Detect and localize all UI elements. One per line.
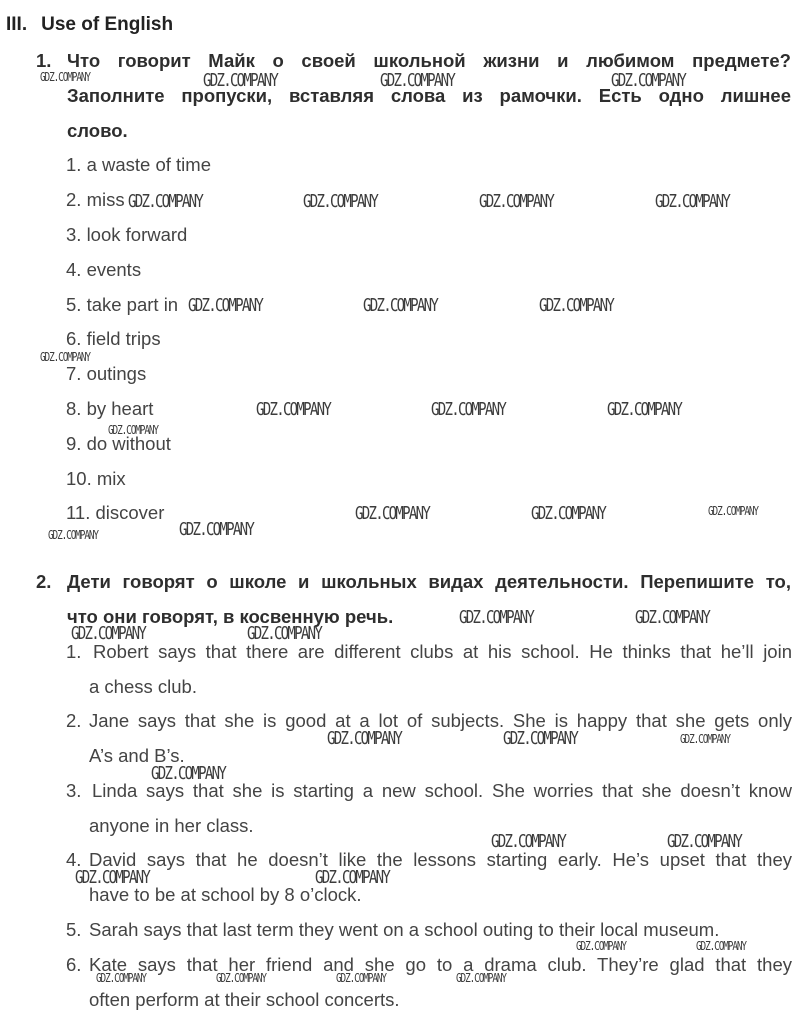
- watermark: GDZ.COMPANY: [336, 971, 386, 985]
- section-heading: [6, 14, 173, 36]
- watermark: GDZ.COMPANY: [696, 939, 746, 953]
- word-box-item: 7. outings: [66, 363, 147, 384]
- watermark: GDZ.COMPANY: [188, 295, 263, 316]
- watermark: GDZ.COMPANY: [611, 70, 686, 91]
- sentence-text: Kate says that her friend and she go to a drama club. They’re glad that they: [89, 954, 792, 975]
- sentence-text: Robert says that there are different clubs at his school. He thinks that he’ll join: [93, 641, 792, 662]
- watermark: GDZ.COMPANY: [256, 399, 331, 420]
- section-title: Use of English: [41, 14, 174, 35]
- watermark: GDZ.COMPANY: [327, 728, 402, 749]
- sentence-text: have to be at school by 8 o’clock.: [89, 884, 362, 905]
- sentence-text: Sarah says that last term they went on a school outing to their local museum.: [89, 919, 720, 940]
- watermark: GDZ.COMPANY: [247, 623, 322, 644]
- task1-instruction-line: Заполните пропуски, вставляя слова из рамочки. Есть одно лишнее: [67, 85, 791, 106]
- watermark: GDZ.COMPANY: [380, 70, 455, 91]
- watermark: GDZ.COMPANY: [667, 831, 742, 852]
- sentence-text: anyone in her class.: [89, 815, 254, 836]
- watermark: GDZ.COMPANY: [128, 191, 203, 212]
- watermark: GDZ.COMPANY: [40, 350, 90, 364]
- watermark: GDZ.COMPANY: [607, 399, 682, 420]
- watermark: GDZ.COMPANY: [108, 423, 158, 437]
- task2-number: 2.: [36, 571, 52, 592]
- watermark: GDZ.COMPANY: [363, 295, 438, 316]
- word-box-item: 5. take part in: [66, 294, 179, 315]
- sentence-text: often perform at their school concerts.: [89, 989, 400, 1010]
- watermark: GDZ.COMPANY: [203, 70, 278, 91]
- watermark: GDZ.COMPANY: [479, 191, 554, 212]
- sentence-text: A’s and B’s.: [89, 745, 185, 766]
- watermark: GDZ.COMPANY: [655, 191, 730, 212]
- sentence-text: a chess club.: [89, 676, 197, 697]
- watermark: GDZ.COMPANY: [48, 528, 98, 542]
- word-box-item: 1. a waste of time: [66, 154, 211, 175]
- sentence-number: 2.: [66, 710, 82, 731]
- watermark: GDZ.COMPANY: [315, 867, 390, 888]
- sentence-number: 1.: [66, 641, 82, 662]
- task2-instruction-line: Дети говорят о школе и школьных видах деятельности. Перепишите то,: [67, 571, 791, 592]
- watermark: GDZ.COMPANY: [40, 70, 90, 84]
- word-box-item: 10. mix: [66, 468, 126, 489]
- word-box-item: 11. discover: [66, 502, 165, 523]
- watermark: GDZ.COMPANY: [431, 399, 506, 420]
- sentence-text: Linda says that she is starting a new school. She worries that she doesn’t know: [92, 780, 792, 801]
- watermark: GDZ.COMPANY: [708, 504, 758, 518]
- watermark: GDZ.COMPANY: [75, 867, 150, 888]
- word-box-item: 8. by heart: [66, 398, 154, 419]
- sentence-text: Jane says that she is good at a lot of subjects. She is happy that she gets only: [89, 710, 792, 731]
- watermark: GDZ.COMPANY: [503, 728, 578, 749]
- sentence-number: 3.: [66, 780, 82, 801]
- watermark: GDZ.COMPANY: [216, 971, 266, 985]
- task2-instruction-line: что они говорят, в косвенную речь.: [67, 606, 394, 627]
- word-box-item: 2. miss: [66, 189, 125, 210]
- sentence-text: David says that he doesn’t like the lessons starting early. He’s upset that they: [89, 849, 792, 870]
- watermark: GDZ.COMPANY: [539, 295, 614, 316]
- watermark: GDZ.COMPANY: [491, 831, 566, 852]
- task1-instruction-line: Что говорит Майк о своей школьной жизни и любимом предмете?: [67, 50, 791, 71]
- task1-number: 1.: [36, 50, 52, 71]
- watermark: GDZ.COMPANY: [96, 971, 146, 985]
- sentence-number: 6.: [66, 954, 82, 975]
- watermark: GDZ.COMPANY: [635, 607, 710, 628]
- watermark: GDZ.COMPANY: [303, 191, 378, 212]
- task1-instruction-line: слово.: [67, 120, 128, 141]
- word-box-item: 4. events: [66, 259, 142, 280]
- watermark: GDZ.COMPANY: [531, 503, 606, 524]
- watermark: GDZ.COMPANY: [456, 971, 506, 985]
- word-box-item: 3. look forward: [66, 224, 188, 245]
- watermark: GDZ.COMPANY: [355, 503, 430, 524]
- sentence-number: 4.: [66, 849, 82, 870]
- watermark: GDZ.COMPANY: [576, 939, 626, 953]
- word-box-item: 9. do without: [66, 433, 171, 454]
- word-box-item: 6. field trips: [66, 328, 161, 349]
- sentence-number: 5.: [66, 919, 82, 940]
- watermark: GDZ.COMPANY: [680, 732, 730, 746]
- watermark: GDZ.COMPANY: [71, 623, 146, 644]
- watermark: GDZ.COMPANY: [179, 519, 254, 540]
- watermark: GDZ.COMPANY: [151, 763, 226, 784]
- section-number: III.: [6, 14, 28, 35]
- watermark: GDZ.COMPANY: [459, 607, 534, 628]
